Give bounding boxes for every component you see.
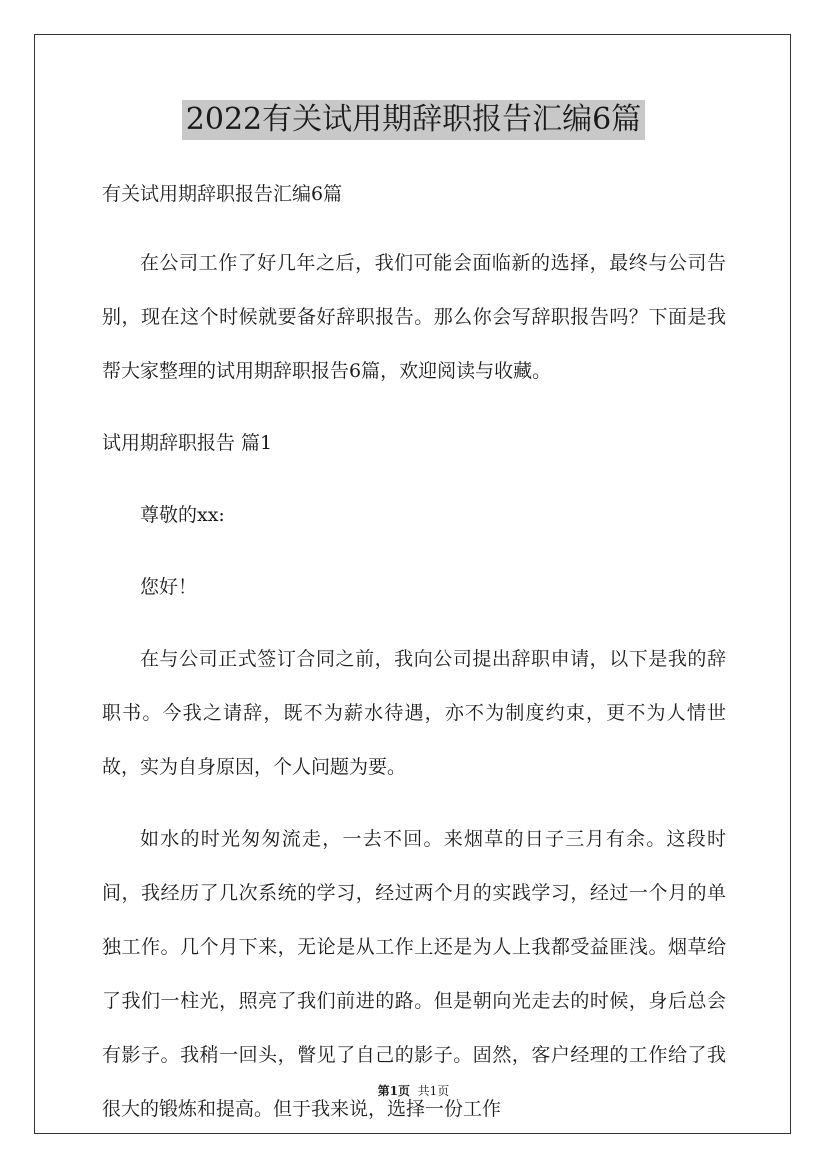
title-container [0, 100, 827, 140]
document-body [102, 176, 726, 1136]
document-subtitle: 有关试用期辞职报告汇编6篇 [102, 183, 343, 205]
document-title: 2022有关试用期辞职报告汇编6篇 [182, 100, 645, 140]
body-paragraph-2: 如水的时光匆匆流走，一去不回。来烟草的日子三月有余。这段时间，我经历了几次系统的学习，经过两个月的实践学习，经过一个月的单独工作。几个月下来，无论是从工作上还是为人上我都受益匪浅。烟草给了我们一柱光，照亮了我们前进的路。但是朝向光走去的时候，身后总会有影子。我稍一回头，瞥见了自己的影子。固然，客户经理的工作给了我很大的锻炼和提高。但于我来说，选择一份工作 [102, 828, 726, 1120]
body-paragraph-1: 在与公司正式签订合同之前，我向公司提出辞职申请，以下是我的辞职书。今我之请辞，既不为薪水待遇，亦不为制度约束，更不为人情世故，实为自身原因，个人问题为要。 [102, 648, 726, 778]
page-total: 共1页 [417, 1084, 450, 1098]
greeting: 您好！ [140, 576, 198, 598]
section-heading: 试用期辞职报告 篇1 [102, 432, 273, 454]
intro-paragraph: 在公司工作了好几年之后，我们可能会面临新的选择，最终与公司告别，现在这个时候就要备好辞职报告。那么你会写辞职报告吗？下面是我帮大家整理的试用期辞职报告6篇，欢迎阅读与收藏。 [102, 252, 726, 382]
page-footer [0, 1083, 827, 1099]
page-number: 第1页 [377, 1084, 411, 1098]
salutation: 尊敬的xx: [140, 504, 225, 526]
